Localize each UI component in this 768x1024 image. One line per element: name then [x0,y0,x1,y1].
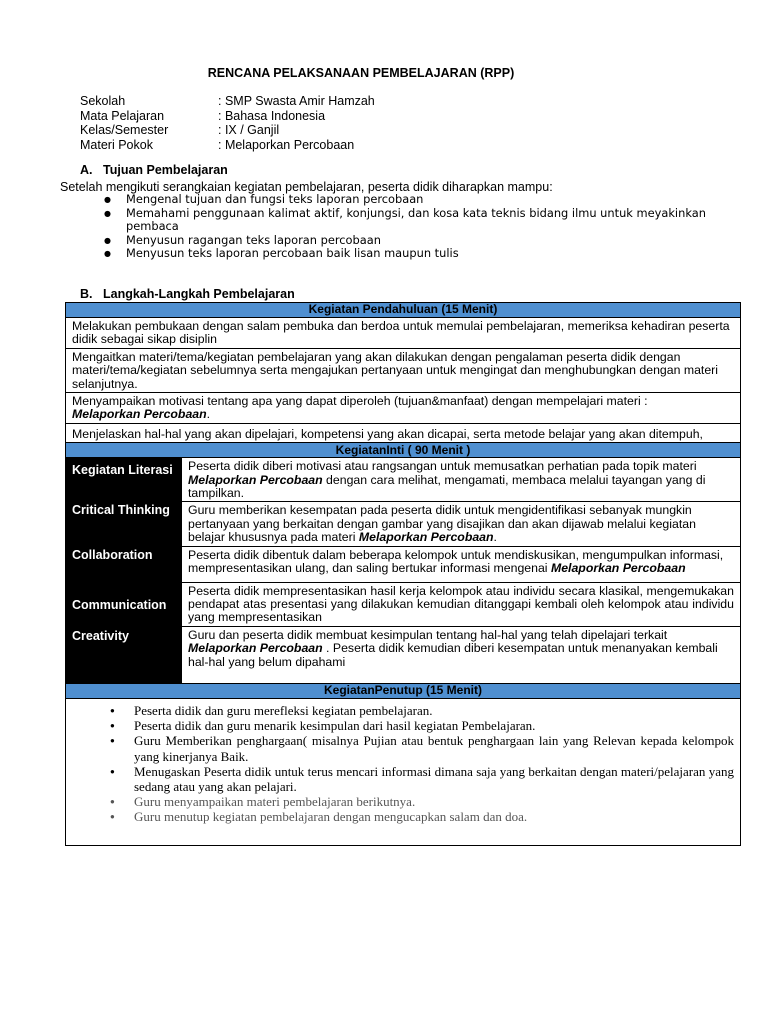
section-title: Tujuan Pembelajaran [103,163,228,177]
section-b-heading [80,287,295,301]
table-row [66,546,741,582]
identity-label: Sekolah [80,94,126,108]
pendahuluan-header: Kegiatan Pendahuluan (15 Menit) [66,303,741,318]
list-item: ● Menyusun teks laporan percobaan baik lisan maupun tulis [102,247,722,261]
list-item: ● Memahami penggunaan kalimat aktif, konjungsi, dan kosa kata teknis bidang ilmu untuk meyakinkan pembaca [102,207,722,234]
topic-emphasis: Melaporkan Percobaan [188,472,323,487]
table-row [66,303,741,318]
learning-steps-table [65,302,741,846]
identity-value: : IX / Ganjil [218,123,280,138]
penutup-cell [66,698,741,845]
table-row [66,698,741,845]
identity-row-mapel [80,109,375,124]
step-text: Guru dan peserta didik membuat kesimpulan tentang hal-hal yang telah dipelajari terkait [188,627,668,642]
step-text: . Peserta didik kemudian diberi kesempatan untuk menanyakan kembali hal-hal yang belum dipahami [188,641,718,669]
list-item: ● Menyusun ragangan teks laporan percobaan [102,234,722,248]
creativity-description [182,626,741,683]
penutup-list [72,699,734,845]
table-row [66,502,741,546]
inti-header: KegiatanInti ( 90 Menit ) [66,443,741,458]
table-row [66,626,741,683]
identity-row-materi [80,138,375,153]
communication-description: Peserta didik mempresentasikan hasil kerja kelompok atau individu secara klasikal, mengemukakan pendapat atas presentasi yang dilakukan kemudian ditanggapi kembali oleh kelompok atau individu yang mempresentasikan [182,582,741,626]
step-text: Peserta didik diberi motivasi atau rangsangan untuk memusatkan perhatian pada topik materi [188,459,697,474]
pendahuluan-step-2: Mengaitkan materi/tema/kegiatan pembelajaran yang akan dilakukan dengan pengalaman peserta didik dengan materi/tema/kegiatan sebelumnya serta mengajukan pertanyaan untuk mengingat dan menghubungkan dengan materi selanjutnya. [66,348,741,392]
identity-block [80,94,375,152]
intro-text: Setelah mengikuti serangkaian kegiatan pembelajaran, peserta didik diharapkan mampu: [60,180,553,194]
step-text: . [206,407,211,422]
critical-thinking-label: Critical Thinking [66,502,182,546]
list-item: ● Guru Memberikan penghargaan( misalnya Pujian atau bentuk penghargaan lain yang Relevan kepada kelompok yang kinerjanya Baik. [72,733,734,763]
collaboration-description [182,546,741,582]
document-title: RENCANA PELAKSANAAN PEMBELAJARAN (RPP) [207,66,515,80]
section-a-heading [80,163,228,177]
critical-thinking-description [182,502,741,546]
pendahuluan-step-4: Menjelaskan hal-hal yang akan dipelajari, kompetensi yang akan dicapai, serta metode belajar yang akan ditempuh, [66,423,741,442]
table-row [66,458,741,502]
topic-emphasis: Melaporkan Percobaan [550,561,686,576]
list-item: ● Guru menutup kegiatan pembelajaran dengan mengucapkan salam dan doa. [72,809,734,824]
table-row [66,318,741,349]
penutup-header: KegiatanPenutup (15 Menit) [66,683,741,698]
list-item: ● Peserta didik dan guru menarik kesimpulan dari hasil kegiatan Pembelajaran. [72,718,734,733]
table-row [66,348,741,392]
list-item: ● Peserta didik dan guru merefleksi kegiatan pembelajaran. [72,703,734,718]
identity-label: Mata Pelajaran [80,108,165,123]
communication-label: Communication [66,582,182,626]
section-number: B. [80,287,93,301]
literasi-label: Kegiatan Literasi [66,458,182,502]
section-number: A. [80,163,93,177]
table-row [66,443,741,458]
identity-row-kelas [80,123,375,138]
creativity-label: Creativity [66,626,182,683]
collaboration-label: Collaboration [66,546,182,582]
identity-label: Materi Pokok [80,137,153,152]
section-title: Langkah-Langkah Pembelajaran [103,287,295,301]
identity-row-sekolah [80,94,375,109]
identity-value: : Melaporkan Percobaan [218,137,355,152]
list-item: ● Menugaskan Peserta didik untuk terus mencari informasi dimana saja yang berkaitan dengan materi/pelajaran yang sedang atau yang akan pelajari. [72,764,734,794]
table-row [66,582,741,626]
table-row [66,683,741,698]
topic-emphasis: Melaporkan Percobaan [358,530,494,545]
table-row [66,393,741,424]
identity-label: Kelas/Semester [80,123,169,138]
literasi-description [182,458,741,502]
topic-emphasis: Melaporkan Percobaan [188,641,323,656]
step-text: . [493,530,497,545]
pendahuluan-step-1: Melakukan pembukaan dengan salam pembuka dan berdoa untuk memulai pembelajaran, memeriksa kehadiran peserta didik sebagai sikap disiplin [66,318,741,349]
step-text: Peserta didik dibentuk dalam beberapa kelompok untuk mendiskusikan, mengumpulkan informasi, mempresentasikan ulang, dan saling bertukar informasi mengenai [188,547,724,576]
pendahuluan-step-3 [66,393,741,424]
step-text: dengan cara melihat, mengamati, membaca melalui tayangan yang di tampilkan. [188,472,706,501]
step-text: Guru memberikan kesempatan pada peserta didik untuk mengidentifikasi sebanyak mungkin pertanyaan yang berkaitan dengan gambar yang disajikan dan akan dijawab melalui kegiatan belajar khususnya pada materi [188,503,696,545]
identity-value: : SMP Swasta Amir Hamzah [218,94,375,108]
step-text: Menyampaikan motivasi tentang apa yang dapat diperoleh (tujuan&manfaat) dengan mempelajari materi : [72,394,648,409]
table-row [66,423,741,442]
goals-list [102,193,722,261]
list-item: ● Mengenal tujuan dan fungsi teks laporan percobaan [102,193,722,207]
topic-emphasis: Melaporkan Percobaan [72,407,207,422]
identity-value: : Bahasa Indonesia [218,108,326,123]
list-item: ● Guru menyampaikan materi pembelajaran berikutnya. [72,794,734,809]
